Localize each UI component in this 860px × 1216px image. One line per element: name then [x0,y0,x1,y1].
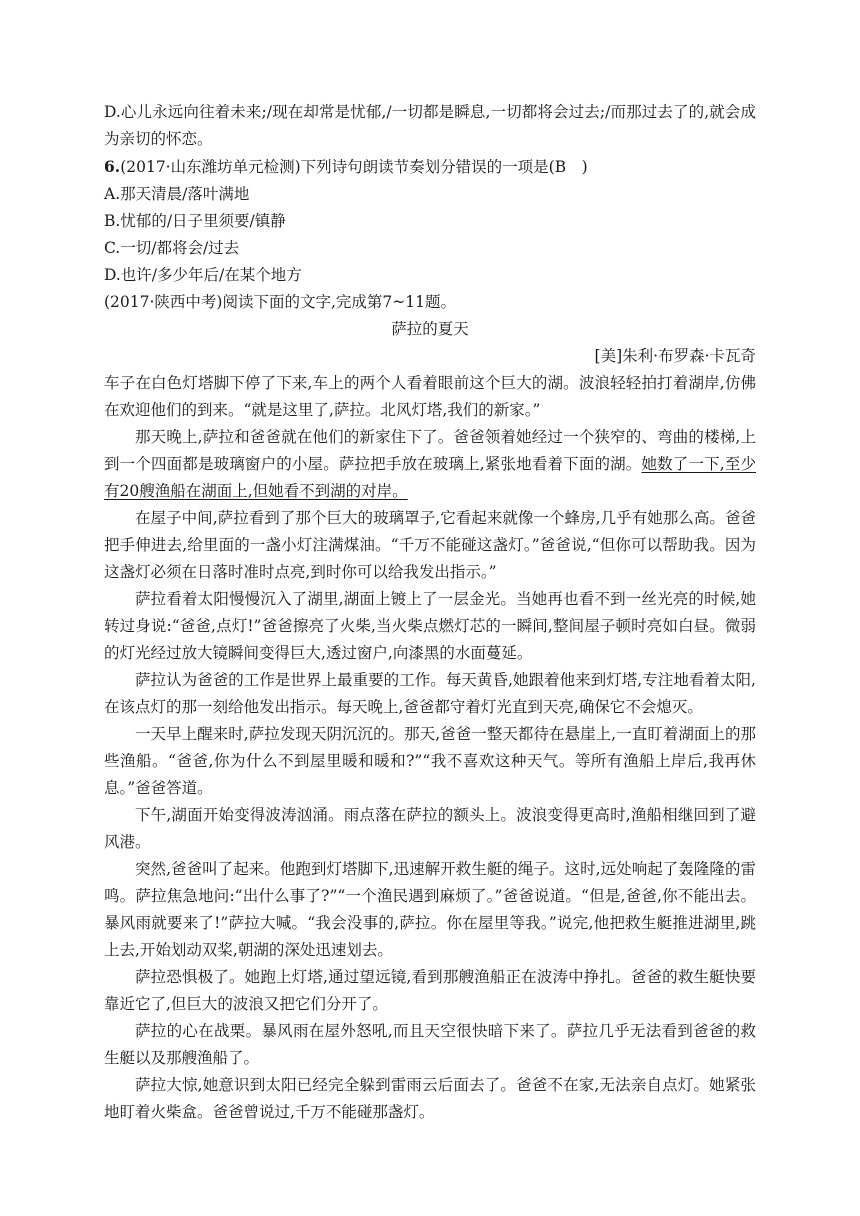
option-b: B.忧郁的/日子里须要/镇静 [104,212,286,230]
story-paragraph-6: 一天早上醒来时,萨拉发现天阴沉沉的。那天,爸爸一整天都待在悬崖上,一直盯着湖面上的那些渔船。“爸爸,你为什么不到屋里暖和暖和?”“我不喜欢这种天气。等所有渔船上岸后,我再休息。”爸爸答道。 [104,725,756,797]
story-paragraph-5: 萨拉认为爸爸的工作是世界上最重要的工作。每天黄昏,她跟着他来到灯塔,专注地看着太阳,在该点灯的那一刻给他发出指示。每天晚上,爸爸都守着灯光直到天亮,确保它不会熄灭。 [104,671,756,716]
reading-intro: (2017·陕西中考)阅读下面的文字,完成第7~11题。 [104,293,456,311]
option-a: A.那天清晨/落叶满地 [104,185,250,203]
underlined-sentence: 她数了一下,至少有20艘渔船在湖面上,但她看不到湖的对岸。 [104,455,756,500]
story-title: 萨拉的夏天 [391,320,469,338]
option-c: C.一切/都将会/过去 [104,239,240,257]
question-stem-text: (2017·山东潍坊单元检测)下列诗句朗读节奏划分错误的一项是(B ) [120,158,588,176]
question-6 [104,153,756,289]
story-paragraph-4: 萨拉看着太阳慢慢沉入了湖里,湖面上镀上了一层金光。当她再也看不到一丝光亮的时候,她转过身说:“爸爸,点灯!”爸爸擦亮了火柴,当火柴点燃灯芯的一瞬间,整间屋子顿时亮如白昼。微弱的灯光经过放大镜瞬间变得巨大,透过窗户,向漆黑的水面蔓延。 [104,590,756,662]
story-paragraph-7: 下午,湖面开始变得波涛汹涌。雨点落在萨拉的额头上。波浪变得更高时,渔船相继回到了避风港。 [104,806,756,851]
story-paragraph-11: 萨拉大惊,她意识到太阳已经完全躲到雷雨云后面去了。爸爸不在家,无法亲自点灯。她紧张地盯着火柴盒。爸爸曾说过,千万不能碰那盏灯。 [104,1076,756,1121]
story-author: [美]朱利·布罗森·卡瓦奇 [594,347,756,365]
paragraph-2-text: 那天晚上,萨拉和爸爸就在他们的新家住下了。爸爸领着她经过一个狭窄的、弯曲的楼梯,上到一个四面都是玻璃窗户的小屋。萨拉把手放在玻璃上,紧张地看着下面的湖。 [104,428,756,473]
story-paragraph-9: 萨拉恐惧极了。她跑上灯塔,通过望远镜,看到那艘渔船正在波涛中挣扎。爸爸的救生艇快要靠近它了,但巨大的波浪又把它们分开了。 [104,968,756,1013]
story-paragraph-1: 车子在白色灯塔脚下停了下来,车上的两个人看着眼前这个巨大的湖。波浪轻轻拍打着湖岸,仿佛在欢迎他们的到来。“就是这里了,萨拉。北风灯塔,我们的新家。” [104,374,756,419]
document-page [104,99,756,1126]
story-paragraph-10: 萨拉的心在战栗。暴风雨在屋外怒吼,而且天空很快暗下来了。萨拉几乎无法看到爸爸的救生艇以及那艘渔船了。 [104,1022,756,1067]
option-d-previous-question: D.心儿永远向往着未来;/现在却常是忧郁,/一切都是瞬息,一切都将会过去;/而那过去了的,就会成为亲切的怀恋。 [104,103,756,148]
story-paragraph-8: 突然,爸爸叫了起来。他跑到灯塔脚下,迅速解开救生艇的绳子。这时,远处响起了轰隆隆的雷鸣。萨拉焦急地问:“出什么事了?”“一个渔民遇到麻烦了。”爸爸说道。“但是,爸爸,你不能出去。暴风雨就要来了!”萨拉大喊。“我会没事的,萨拉。你在屋里等我。”说完,他把救生艇推进湖里,跳上去,开始划动双桨,朝湖的深处迅速划去。 [104,860,756,959]
option-d: D.也许/多少年后/在某个地方 [104,266,302,284]
story-paragraph-3: 在屋子中间,萨拉看到了那个巨大的玻璃罩子,它看起来就像一个蜂房,几乎有她那么高。爸爸把手伸进去,给里面的一盏小灯注满煤油。“千万不能碰这盏灯。”爸爸说,“但你可以帮助我。因为这盏灯必须在日落时准时点亮,到时你可以给我发出指示。” [104,509,756,581]
story-paragraph-2 [104,424,756,505]
question-6-stem [104,153,756,181]
question-number: 6. [104,157,121,176]
